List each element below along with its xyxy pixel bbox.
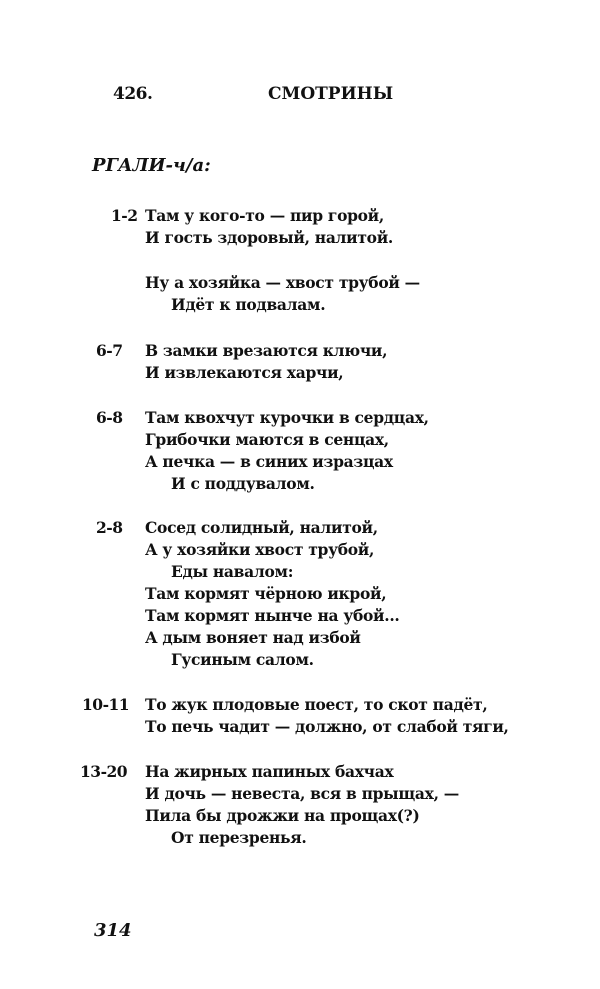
source-reference: РГАЛИ-ч/а: [92, 155, 211, 176]
verse-line: Сосед солидный, налитой, [145, 518, 378, 537]
variant-label: 6-7 [96, 341, 123, 360]
verse-line: Идёт к подвалам. [171, 295, 326, 314]
verse-line: Ну а хозяйка — хвост трубой — [145, 273, 420, 292]
verse-line: Там у кого-то — пир горой, [145, 206, 384, 225]
verse-line: Грибочки маются в сенцах, [145, 430, 389, 449]
verse-line: В замки врезаются ключи, [145, 341, 388, 360]
verse-line: От перезренья. [171, 828, 307, 847]
variant-label: 1-2 [111, 206, 138, 225]
verse-line: На жирных папиных бахчах [145, 762, 394, 781]
verse-line: Там квохчут курочки в сердцах, [145, 408, 429, 427]
verse-line: И извлекаются харчи, [145, 363, 344, 382]
verse-line: Там кормят чёрною икрой, [145, 584, 387, 603]
verse-line: То печь чадит — должно, от слабой тяги, [145, 717, 509, 736]
verse-line: А печка — в синих изразцах [145, 452, 393, 471]
verse-line: Гусиным салом. [171, 650, 314, 669]
verse-line: То жук плодовые поест, то скот падёт, [145, 695, 488, 714]
verse-line: Там кормят нынче на убой... [145, 606, 400, 625]
variant-label: 6-8 [96, 408, 123, 427]
verse-line: Пила бы дрожжи на прощах(?) [145, 806, 420, 825]
verse-line: И гость здоровый, налитой. [145, 228, 394, 247]
poem-number: 426. [113, 84, 153, 104]
verse-line: И дочь — невеста, вся в прыщах, — [145, 784, 459, 803]
variant-label: 10-11 [82, 695, 130, 714]
verse-line: А дым воняет над избой [145, 628, 361, 647]
variant-label: 13-20 [80, 762, 128, 781]
verse-line: А у хозяйки хвост трубой, [145, 540, 375, 559]
variant-label: 2-8 [96, 518, 123, 537]
verse-line: И с поддувалом. [171, 474, 315, 493]
poem-title: СМОТРИНЫ [268, 84, 394, 104]
verse-line: Еды навалом: [171, 562, 294, 581]
page-number: 314 [94, 920, 132, 941]
